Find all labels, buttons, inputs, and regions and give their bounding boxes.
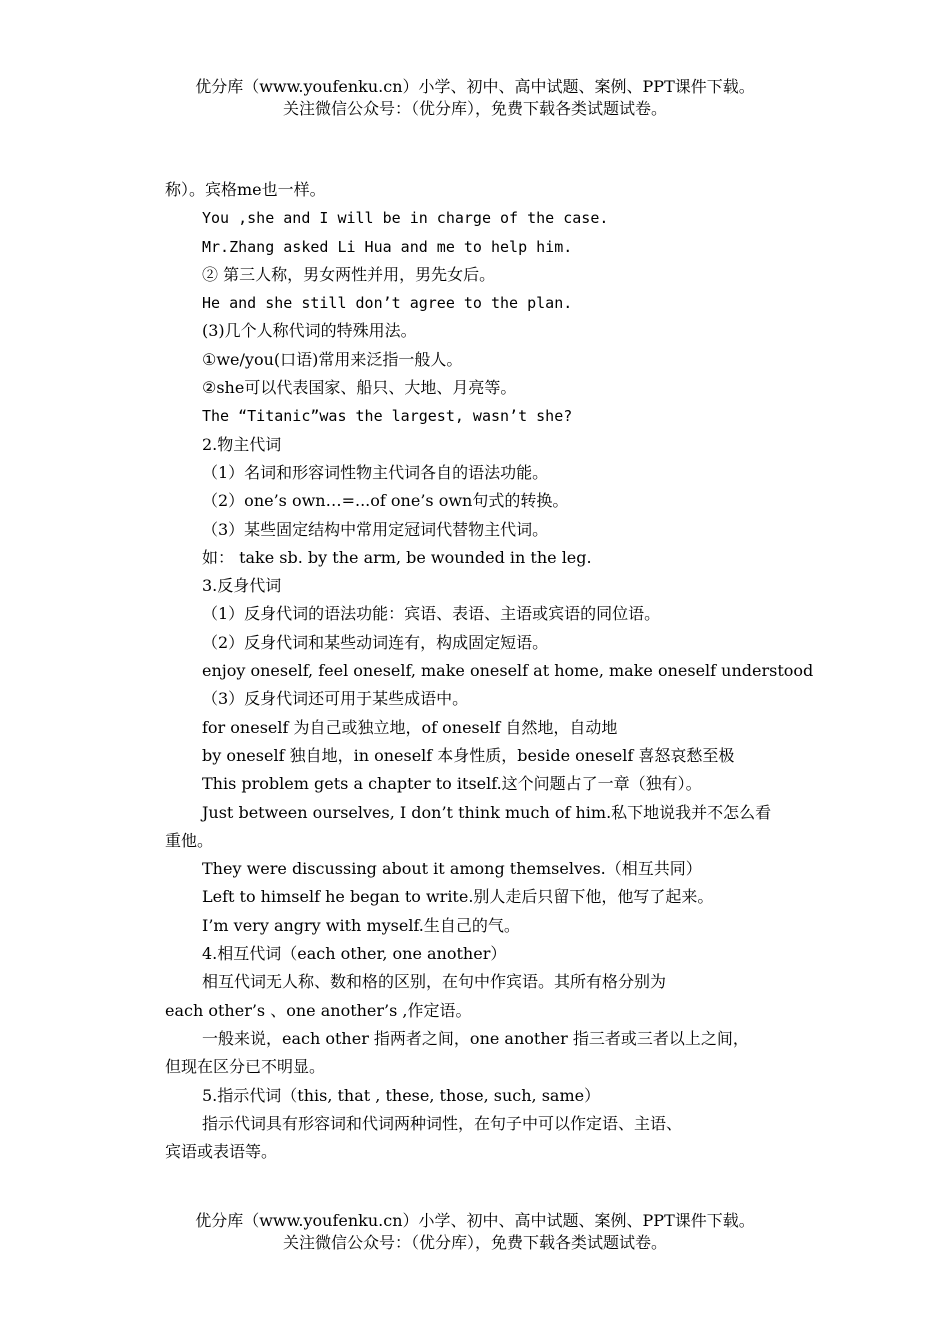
- rule-line: （1）名词和形容词性物主代词各自的语法功能。: [202, 462, 549, 482]
- text-line: 重他。: [165, 830, 214, 850]
- example-line: They were discussing about it among themselves.（相互共同）: [202, 859, 702, 879]
- page-footer: [0, 1210, 950, 1254]
- section-subheading: (3)几个人称代词的特殊用法。: [202, 321, 417, 341]
- rule-line: （2）one’s own…=...of one’s own句式的转换。: [202, 491, 569, 511]
- example-line: for oneself 为自己或独立地，of oneself 自然地，自动地: [202, 717, 618, 737]
- paragraph-line: 但现在区分已不明显。: [165, 1057, 326, 1077]
- rule-line: ② 第三人称，男女两性并用，男先女后。: [202, 264, 496, 284]
- paragraph-line: 宾语或表语等。: [165, 1142, 278, 1162]
- rule-line: （2）反身代词和某些动词连有，构成固定短语。: [202, 632, 549, 652]
- page-header: [0, 76, 950, 120]
- example-line: by oneself 独自地，in oneself 本身性质，beside oneself 喜怒哀愁至极: [202, 745, 735, 765]
- paragraph-line: 指示代词具有形容词和代词两种词性，在句子中可以作定语、主语、: [202, 1113, 683, 1133]
- section-heading: 2.物主代词: [202, 434, 282, 454]
- section-heading: 4.相互代词（each other, one another）: [202, 944, 507, 964]
- example-line: You ,she and I will be in charge of the case.: [202, 209, 609, 228]
- header-line-2: 关注微信公众号：（优分库），免费下载各类试题试卷。: [282, 99, 667, 118]
- paragraph-line: 一般来说，each other 指两者之间，one another 指三者或三者以上之间，: [202, 1028, 749, 1048]
- example-line: Just between ourselves, I don’t think much of him.私下地说我并不怎么看: [202, 802, 772, 822]
- text-line: 称）。宾格me也一样。: [165, 180, 326, 199]
- example-line: He and she still don’t agree to the plan.: [202, 294, 573, 313]
- rule-line: （1）反身代词的语法功能：宾语、表语、主语或宾语的同位语。: [202, 604, 661, 624]
- rule-line: ②she可以代表国家、船只、大地、月亮等。: [202, 378, 517, 398]
- paragraph-line: each other’s 、one another’s ,作定语。: [165, 1000, 472, 1020]
- example-line: I’m very angry with myself.生自己的气。: [202, 915, 520, 935]
- example-line: The “Titanic”was the largest, wasn’t she?: [202, 407, 573, 426]
- footer-line-1: 优分库（www.youfenku.cn）小学、初中、高中试题、案例、PPT课件下载。: [195, 1211, 755, 1230]
- example-line: Left to himself he began to write.别人走后只留下他，他写了起来。: [202, 887, 714, 907]
- example-line: 如： take sb. by the arm, be wounded in the leg.: [202, 547, 592, 567]
- footer-line-2: 关注微信公众号：（优分库），免费下载各类试题试卷。: [282, 1233, 667, 1252]
- document-body: [165, 176, 814, 1166]
- section-heading: 3.反身代词: [202, 576, 282, 596]
- section-heading: 5.指示代词（this, that , these, those, such, same）: [202, 1085, 601, 1105]
- header-line-1: 优分库（www.youfenku.cn）小学、初中、高中试题、案例、PPT课件下载。: [195, 77, 755, 96]
- example-line: This problem gets a chapter to itself.这个问题占了一章（独有）。: [202, 774, 702, 794]
- example-line: enjoy oneself, feel oneself, make oneself at home, make oneself understood: [202, 661, 814, 681]
- paragraph-line: 相互代词无人称、数和格的区别，在句中作宾语。其所有格分别为: [202, 972, 667, 992]
- rule-line: （3）某些固定结构中常用定冠词代替物主代词。: [202, 519, 549, 539]
- example-line: Mr.Zhang asked Li Hua and me to help him.: [202, 237, 573, 256]
- rule-line: （3）反身代词还可用于某些成语中。: [202, 689, 469, 709]
- rule-line: ①we/you(口语)常用来泛指一般人。: [202, 349, 463, 369]
